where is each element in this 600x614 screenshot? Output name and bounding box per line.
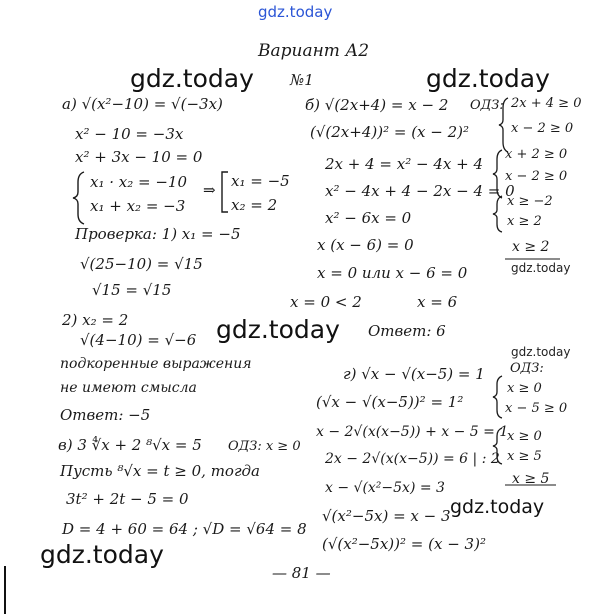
part-b-line: x = 0 < 2 — [290, 293, 362, 311]
part-v-line: Пусть ⁸√x = t ≥ 0, тогда — [60, 462, 260, 480]
watermark: gdz.today — [216, 315, 340, 344]
part-g-odz: x − 5 ≥ 0 — [505, 401, 568, 416]
part-a-line: x₁ · x₂ = −10 — [90, 173, 188, 191]
part-v-line: D = 4 + 60 = 64 ; √D = √64 = 8 — [62, 520, 307, 538]
part-a-line: x² − 10 = −3x — [75, 125, 184, 143]
part-b-odz-result: x ≥ 2 — [512, 239, 550, 255]
site-watermark-top: gdz.today — [258, 3, 333, 21]
part-b-line: x² − 6x = 0 — [325, 209, 412, 227]
task-number: №1 — [290, 71, 314, 89]
part-a-line: подкоренные выражения — [60, 356, 252, 372]
part-a-line: x₂ = 2 — [231, 196, 278, 214]
part-g-line: x − √(x²−5x) = 3 — [325, 480, 445, 496]
part-g-line: √(x²−5x) = x − 3 — [322, 507, 451, 525]
part-a-line: а) √(x²−10) = √(−3x) — [62, 95, 223, 113]
part-b-odz: x − 2 ≥ 0 — [511, 121, 574, 136]
part-b-odz: x ≥ 2 — [507, 214, 542, 229]
part-a-line: x² + 3x − 10 = 0 — [75, 148, 203, 166]
part-g-odz: x ≥ 0 — [507, 381, 542, 396]
part-b-line: б) √(2x+4) = x − 2 — [305, 96, 449, 114]
part-v-line: ОДЗ: x ≥ 0 — [228, 439, 301, 454]
part-b-line: x² − 4x + 4 − 2x − 4 = 0 — [325, 182, 515, 200]
part-a-line: √(25−10) = √15 — [80, 255, 203, 273]
page-number: — 81 — — [272, 564, 331, 582]
part-b-odz: ОДЗ: — [470, 98, 504, 113]
part-b-odz: x − 2 ≥ 0 — [505, 169, 568, 184]
part-b-answer: Ответ: 6 — [368, 322, 446, 340]
watermark: gdz.today — [426, 64, 550, 93]
part-g-odz: x ≥ 0 — [507, 429, 542, 444]
watermark-small: gdz.today — [511, 345, 571, 359]
part-g-odz-result: x ≥ 5 — [512, 471, 550, 487]
part-b-odz: x + 2 ≥ 0 — [505, 147, 568, 162]
watermark: gdz.today — [450, 496, 545, 518]
watermark-small: gdz.today — [511, 261, 571, 275]
watermark: gdz.today — [130, 64, 254, 93]
part-g-line: г) √x − √(x−5) = 1 — [343, 365, 485, 383]
part-b-line: x = 6 — [417, 293, 458, 311]
part-g-odz: x ≥ 5 — [507, 449, 542, 464]
part-v-line: 3t² + 2t − 5 = 0 — [66, 490, 189, 508]
part-a-line: 2) x₂ = 2 — [62, 311, 129, 329]
part-a-line: x₁ = −5 — [231, 172, 290, 190]
part-b-odz: 2x + 4 ≥ 0 — [511, 96, 582, 111]
part-g-line: (√(x²−5x))² = (x − 3)² — [322, 535, 486, 553]
part-g-line: 2x − 2√(x(x−5)) = 6 | : 2 — [325, 451, 500, 467]
part-a-line: Проверка: 1) x₁ = −5 — [75, 225, 241, 243]
part-b-line: x = 0 или x − 6 = 0 — [317, 264, 468, 282]
part-a-line: √(4−10) = √−6 — [80, 331, 197, 349]
part-a-line: ⇒ — [203, 181, 216, 199]
part-g-odz: ОДЗ: — [510, 361, 544, 376]
part-g-line: (√x − √(x−5))² = 1² — [316, 393, 464, 411]
part-b-line: (√(2x+4))² = (x − 2)² — [310, 123, 470, 141]
part-a-line: Ответ: −5 — [60, 406, 151, 424]
variant-title: Вариант А2 — [258, 41, 370, 61]
part-b-odz: x ≥ −2 — [507, 194, 553, 209]
watermark: gdz.today — [40, 540, 164, 569]
part-a-line: x₁ + x₂ = −3 — [90, 197, 186, 215]
part-g-line: x − 2√(x(x−5)) + x − 5 = 1 — [316, 424, 509, 440]
part-b-line: x (x − 6) = 0 — [317, 236, 414, 254]
part-b-line: 2x + 4 = x² − 4x + 4 — [325, 155, 483, 173]
part-a-line: √15 = √15 — [92, 281, 172, 299]
part-v-line: в) 3 ∜x + 2 ⁸√x = 5 — [58, 436, 202, 454]
part-a-line: не имеют смысла — [60, 380, 197, 396]
